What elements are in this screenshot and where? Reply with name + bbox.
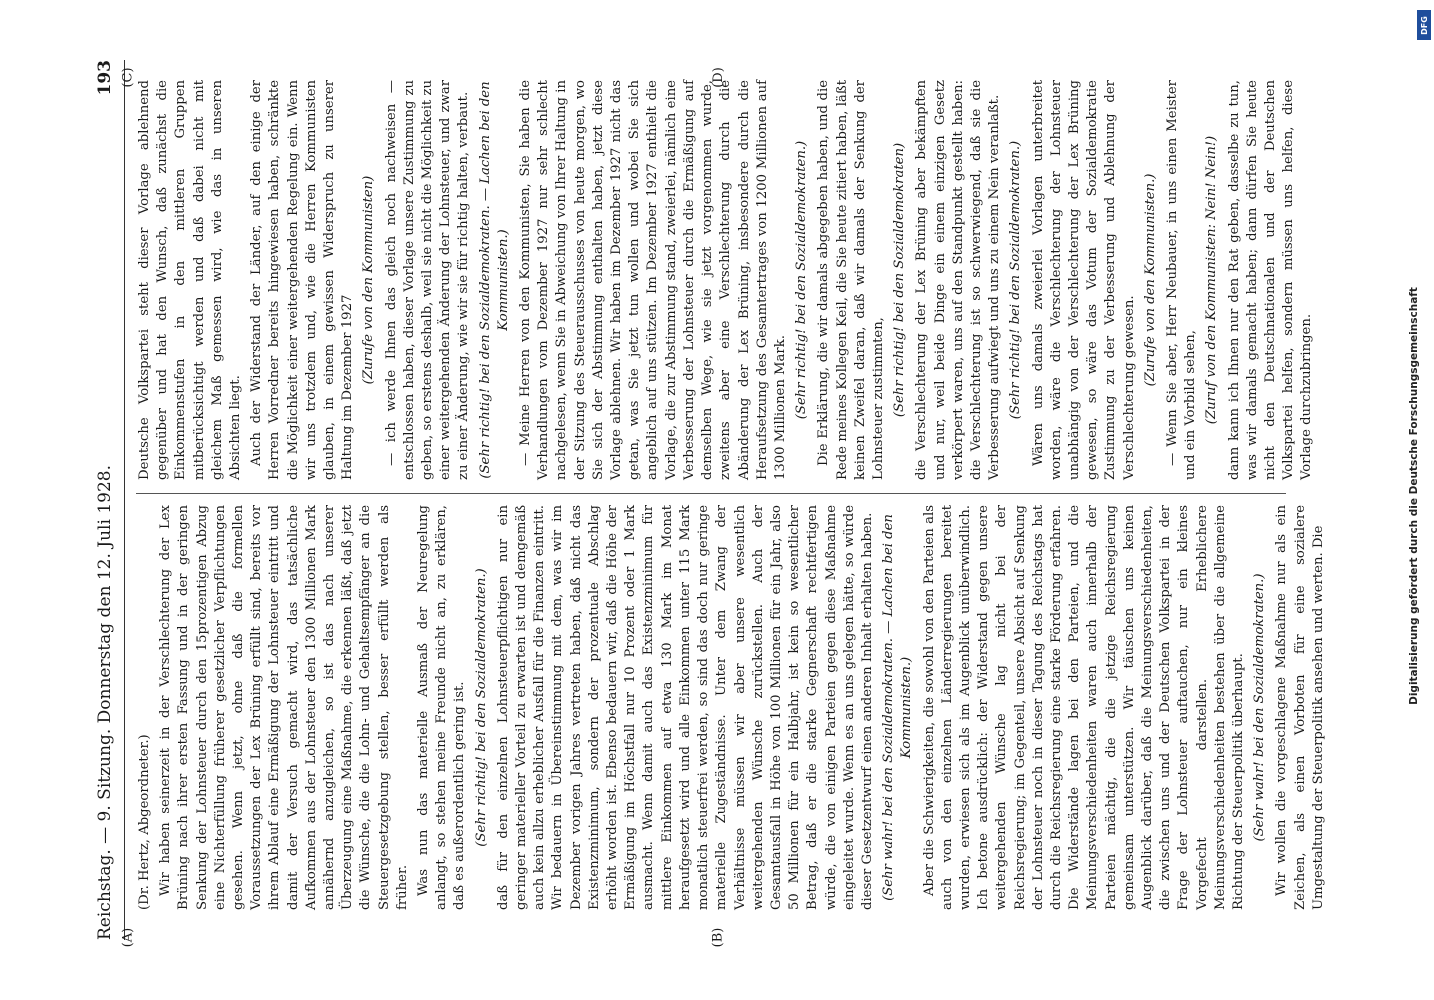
paragraph: Wären uns damals zweierlei Vorlagen unterbreitet worden, wäre die Verschlechterung der Lohnsteuer unabhängig von der Verschlechterung der Lex Brüning gewesen, so wäre das Votum der Sozialdemokratie Zustimmung zu der Verbesserung und Ablehnung der Verschlechterung gewesen. [1030,80,1137,480]
dfg-logo-icon: DFG [1417,10,1431,40]
interjection: (Sehr richtig! bei den Sozialdemokraten) [892,142,908,418]
paragraph: Wir haben seinerzeit in der Verschlechterung der Lex Brüning nach ihrer ersten Fassung und in der geringen Senkung der Lohnsteuer durch den 15prozentigen Abzug eine Nichterfüllung früherer gesetzlicher Verpflichtungen gesehen. Wenn jetzt, ohne daß die formellen Voraussetzungen der Lex Brüning erfüllt sind, bereits vor ihrem Ablauf eine Ermäßigung der Lohnsteuer eintritt und damit der Versuch gemacht wird, das tatsächliche Aufkommen aus der Lohnsteuer den 1300 Millionen Mark annähernd anzugleichen, so ist das nach unserer Überzeugung eine Maßnahme, die erkennen läßt, daß jetzt die Wünsche, die die Lohn- und Gehaltsempfänger an die Steuergesetzgebung stellen, besser erfüllt werden als früher. [158,505,410,910]
margin-marker-d: (D) [710,67,726,88]
left-column [136,505,1330,910]
page-header [90,60,120,940]
header-title: Reichstag. — 9. Sitzung. Donnerstag den 12. Juli 1928. [95,464,115,940]
header-rule [124,60,125,940]
digitization-credit: Digitalisierung gefördert durch die Deutsche Forschungsgemeinschaft [1408,287,1420,705]
interjection: (Sehr wahr! bei den Sozialdemokraten. — Lachen bei den Kommunisten.) [881,514,915,901]
margin-marker-a: (A) [120,927,136,948]
paragraph: — Wenn Sie aber, Herr Neubauer, in uns einen Meister und ein Vorbild sehen, [1164,80,1199,480]
paragraph: dann kann ich Ihnen nur den Rat geben, dasselbe zu tun, was wir damals gemacht haben; dann dürfen Sie heute nicht den Deutschnationalen und der Deutschen Volkspartei helfen, sondern müssen uns helfen, diese Vorlage durchzubringen. [1226,80,1315,480]
column-divider [136,493,1286,494]
interjection: (Zurufe von den Kommunisten) [361,175,377,385]
paragraph: — ich werde Ihnen das gleich noch nachweisen — entschlossen haben, dieser Vorlage unsere Zustimmung zu geben, so erstens deshalb, weil sie nicht die Möglichkeit zu einer weitergehenden Änderung der Lohnsteuer, und zwar zu einer Änderung, wie wir sie für richtig halten, verbaut. [383,80,472,480]
interjection: (Zurufe von den Kommunisten.) [1142,173,1158,387]
interjection: (Sehr richtig! bei den Sozialdemokraten. — Lachen bei den Kommunisten.) [477,81,511,479]
paragraph: Deutsche Volkspartei steht dieser Vorlage ablehnend gegenüber und hat den Wunsch, daß zunächst die Einkommenstufen in den mittleren Gruppen mitberücksichtigt werden und daß dabei nicht mit gleichem Maß gemessen wird, wie das in unseren Absichten liegt. [137,80,244,480]
interjection: (Sehr richtig! bei den Sozialdemokraten.) [473,568,489,847]
interjection: (Zuruf von den Kommunisten: Nein! Nein!) [1204,135,1220,425]
scanned-page [90,60,1330,940]
interjection: (Sehr richtig! bei den Sozialdemokraten.) [794,140,810,420]
paragraph: Wir wollen die vorgeschlagene Maßnahme nur als ein Zeichen, als einen Vorboten für eine sozialere Umgestaltung der Steuerpolitik ansehen und werten. Die [1274,505,1326,910]
paragraph: Die Erklärung, die wir damals abgegeben haben, und die Rede meines Kollegen Keil, die Sie heute zitiert haben, läßt keinen Zweifel daran, daß wir damals der Senkung der Lohnsteuer zustimmten, [816,80,886,480]
interjection: (Sehr richtig! bei den Sozialdemokraten.) [1008,140,1024,420]
paragraph: Aber die Schwierigkeiten, die sowohl von den Parteien als auch von den einzelnen Länderregierungen bereitet wurden, erwiesen sich als im Augenblick unüberwindlich. Ich betone ausdrücklich: der Widerstand gegen unsere weitergehenden Wünsche lag nicht bei der Reichsregierung; im Gegenteil, unsere Absicht auf Senkung der Lohnsteuer noch in dieser Tagung des Reichstags hat durch die Reichsregierung eine starke Förderung erfahren. Die Widerstände lagen bei den Parteien, und die Meinungsverschiedenheiten waren auch innerhalb der Parteien mächtig, die die jetzige Reichsregierung gemeinsam unterstützen. Wir täuschen uns keinen Augenblick darüber, daß die Meinungsverschiedenheiten, die zwischen uns und der Deutschen Volkspartei in der Frage der Lohnsteuer auftauchen, nur ein kleines Vorgefecht darstellen. Erheblichere Meinungsverschiedenheiten bestehen über die allgemeine Richtung der Steuerpolitik überhaupt. [921,505,1246,910]
paragraph: die Verschlechterung der Lex Brüning aber bekämpften und nur, weil beide Dinge ein einem einzigen Gesetz verkörpert waren, uns auf den Standpunkt gestellt haben: die Verschlechterung ist so schwerwiegend, daß sie die Verbesserung aufwiegt und uns zu einem Nein veranlaßt. [914,80,1003,480]
paragraph: Was nun das materielle Ausmaß der Neuregelung anlangt, so stehen meine Freunde nicht an, zu erklären, daß es außerordentlich gering ist. [416,505,468,910]
paragraph: Auch der Widerstand der Länder, auf den einige der Herren Vorredner bereits hingewiesen haben, schränkte die Möglichkeit einer weitergehenden Regelung ein. Wenn wir uns trotzdem und, wie die Herren Kommunisten glauben, in einem gewissen Widerspruch zu unserer Haltung im Dezember 1927 [249,80,356,480]
speaker-line: (Dr. Hertz, Abgeordneter.) [137,734,152,910]
paragraph: daß für den einzelnen Lohnsteuerpflichtigen nur ein geringer materieller Vorteil zu erwarten ist und demgemäß auch kein allzu erheblicher Ausfall für die Finanzen eintritt. Wir bedauern in Übereinstimmung mit dem, was wir im Dezember vorigen Jahres vertreten haben, daß nicht das Existenzminimum, sondern der prozentuale Abschlag erhöht worden ist. Ebenso bedauern wir, daß die Höhe der Ermäßigung im Höchstfall nur 10 Prozent oder 1 Mark ausmacht. Wenn damit auch das Existenzminimum für mittlere Einkommen auf etwa 130 Mark im Monat heraufgesetzt wird und alle Einkommen unter 115 Mark monatlich steuerfrei werden, so sind das doch nur geringe materielle Zugeständnisse. Unter dem Zwang der Verhältnisse müssen wir aber unsere wesentlich weitergehenden Wünsche zurückstellen. Auch der Gesamtausfall in Höhe von 100 Millionen für ein Jahr, also 50 Millionen für ein Halbjahr, ist kein so wesentlicher Betrag, daß er die starke Gegnerschaft rechtfertigen würde, die von einigen Parteien gegen diese Maßnahme eingeleitet wurde. Wenn es an uns gelegen hätte, so würde dieser Gesetzentwurf einen anderen Inhalt erhalten haben. [495,505,875,910]
margin-marker-c: (C) [120,67,136,88]
rotated-page-content [90,60,1330,940]
paragraph: — Meine Herren von den Kommunisten, Sie haben die Verhandlungen vom Dezember 1927 nur sehr schlecht nachgelesen, wenn Sie in Abweichung von Ihrer Haltung in der Sitzung des Steuerausschusses von heute morgen, wo Sie sich der Abstimmung enthalten haben, jetzt diese Vorlage ablehnen. Wir haben im Dezember 1927 nicht das getan, was Sie jetzt tun wollen und wobei Sie sich angeblich auf uns stützen. Im Dezember 1927 enthielt die Vorlage, die zur Abstimmung stand, zweierlei, nämlich eine Verbesserung der Lohnsteuer durch die Ermäßigung auf demselben Wege, wie sie jetzt vorgenommen wurde, zweitens aber eine Verschlechterung durch die Abänderung der Lex Brüning, insbesondere durch die Heraufsetzung des Gesamtertrages von 1200 Millionen auf 1300 Millionen Mark. [518,80,788,480]
right-column [136,80,1320,480]
interjection: (Sehr wahr! bei den Sozialdemokraten.) [1252,573,1268,842]
page-number: 193 [95,60,115,96]
margin-marker-b: (B) [710,927,726,948]
